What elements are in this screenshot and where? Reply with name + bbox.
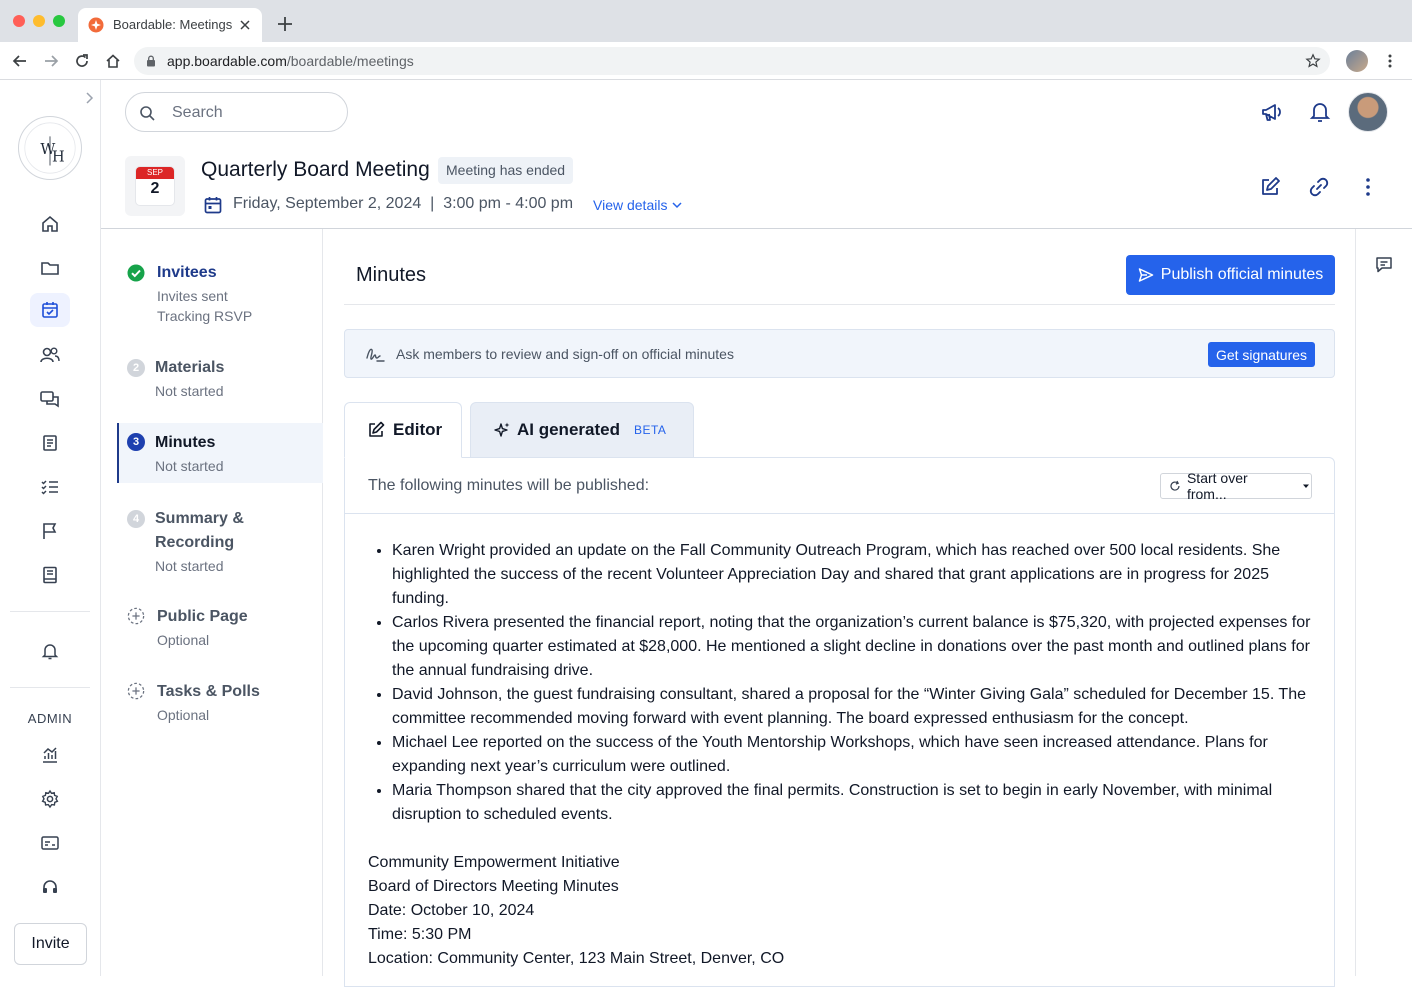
browser-tab-bar xyxy=(0,0,1412,42)
sidebar-meetings[interactable] xyxy=(30,293,70,327)
step-number-badge: 2 xyxy=(127,359,145,377)
svg-text:H: H xyxy=(51,149,65,166)
step-tasks-polls[interactable] xyxy=(117,680,323,730)
checklist-icon xyxy=(40,477,60,497)
bell-icon xyxy=(40,641,60,661)
flag-icon xyxy=(40,521,60,541)
start-over-label: Start over from... xyxy=(1186,470,1248,502)
calendar-month: SEP xyxy=(136,167,174,179)
signatures-banner xyxy=(344,329,1335,378)
search-box[interactable] xyxy=(125,92,348,132)
window-close-button[interactable] xyxy=(13,15,25,27)
document-icon xyxy=(40,433,60,453)
sidebar-home[interactable] xyxy=(38,212,62,236)
minutes-bullet: • David Johnson, the guest fundraising consultant, shared a proposal for the “Winter Giving Gala” scheduled for December 15. The committee recommended moving forward with event planning. The board expressed enthusiasm for the concept. xyxy=(392,683,1313,731)
sidebar-divider xyxy=(10,611,90,612)
support-icon xyxy=(40,877,60,897)
meeting-steps-panel xyxy=(101,229,323,976)
sidebar-divider xyxy=(10,687,90,688)
editor-header xyxy=(345,458,1334,514)
sidebar-library[interactable] xyxy=(38,563,62,587)
step-summary-recording[interactable] xyxy=(117,505,323,577)
bookmark-star-icon[interactable] xyxy=(1305,53,1321,69)
minutes-editor[interactable] xyxy=(344,457,1335,987)
right-rail xyxy=(1355,229,1412,976)
beta-badge: BETA xyxy=(633,423,667,437)
minutes-bullet: • Michael Lee reported on the success of the Youth Mentorship Workshops, which have seen increased attendance. Plans for expanding next year’s curriculum were outlined. xyxy=(392,731,1313,779)
invite-button[interactable]: Invite xyxy=(14,923,87,965)
meeting-date-time: Friday, September 2, 2024 | 3:00 pm - 4:00 pm xyxy=(233,195,574,212)
edit-pencil-icon xyxy=(367,421,385,439)
doc-line: Date: October 10, 2024 xyxy=(368,902,535,919)
minutes-bullet: • Carlos Rivera presented the financial report, noting that the organization’s current balance is $75,320, with projected expenses for the upcoming quarter estimated at $28,000. He mentioned a slight decline in donations over the past month and outlined plans for the annual fundraising drive. xyxy=(392,611,1313,683)
publish-minutes-button[interactable] xyxy=(1126,255,1335,295)
organization-logo[interactable] xyxy=(18,116,82,180)
close-tab-icon[interactable] xyxy=(238,18,252,32)
sidebar-analytics[interactable] xyxy=(38,743,62,767)
analytics-icon xyxy=(40,745,60,765)
users-icon xyxy=(39,345,61,365)
doc-line: Time: 5:30 PM xyxy=(368,926,472,943)
add-circle-dashed-icon xyxy=(127,607,145,625)
step-label: Summary & Recording xyxy=(155,510,244,551)
step-status: Optional xyxy=(157,707,210,723)
browser-tab-title: Boardable: Meetings xyxy=(113,17,233,32)
step-status: Invites sent xyxy=(157,288,228,304)
sidebar-settings[interactable] xyxy=(38,787,62,811)
link-icon[interactable] xyxy=(1308,176,1330,198)
address-url xyxy=(167,53,414,69)
view-details-link[interactable] xyxy=(593,197,683,213)
step-status: Optional xyxy=(157,632,210,648)
reload-icon[interactable] xyxy=(74,53,90,69)
view-details-label: View details xyxy=(593,197,668,213)
calendar-day: 2 xyxy=(150,180,160,197)
home-icon xyxy=(40,214,60,234)
step-status: Not started xyxy=(155,383,224,399)
signatures-prompt: Ask members to review and sign-off on official minutes xyxy=(396,346,734,362)
boardable-favicon-icon xyxy=(88,17,104,33)
lock-icon xyxy=(145,55,157,67)
tab-editor[interactable] xyxy=(344,402,462,458)
back-icon[interactable] xyxy=(12,53,28,69)
folder-icon xyxy=(40,258,60,278)
minutes-divider xyxy=(344,304,1335,305)
step-label: Public Page xyxy=(157,608,248,625)
step-label: Tasks & Polls xyxy=(157,683,260,700)
step-status: Not started xyxy=(155,558,224,574)
doc-line: Community Empowerment Initiative xyxy=(368,854,620,871)
settings-icon xyxy=(40,789,60,809)
editor-intro: The following minutes will be published: xyxy=(368,477,650,494)
sidebar-discussions[interactable] xyxy=(38,387,62,411)
get-signatures-button[interactable]: Get signatures xyxy=(1208,342,1315,367)
minutes-bullet-list xyxy=(368,539,1313,827)
edit-icon[interactable] xyxy=(1259,176,1281,198)
logo-emblem-icon xyxy=(19,117,81,179)
notifications-bell-icon[interactable] xyxy=(1308,100,1332,124)
megaphone-icon[interactable] xyxy=(1260,100,1284,124)
add-circle-dashed-icon xyxy=(127,682,145,700)
sidebar-notifications[interactable] xyxy=(38,639,62,663)
step-status: Not started xyxy=(155,458,224,474)
step-label: Invitees xyxy=(157,264,217,281)
book-icon xyxy=(40,565,60,585)
browser-toolbar xyxy=(0,42,1412,80)
search-icon xyxy=(139,105,155,121)
new-tab-icon[interactable] xyxy=(277,16,293,32)
sidebar-forms[interactable] xyxy=(38,431,62,455)
sidebar-billing[interactable] xyxy=(38,831,62,855)
user-avatar[interactable] xyxy=(1348,92,1388,132)
url-path: /boardable/meetings xyxy=(286,53,414,69)
minutes-bullet: • Karen Wright provided an update on the Fall Community Outreach Program, which has reached over 500 local residents. She highlighted the success of the recent Volunteer Appreciation Day and shared that grant applications are in progress for 2025 funding. xyxy=(392,539,1313,611)
doc-line: Board of Directors Meeting Minutes xyxy=(368,878,619,895)
app-sidebar xyxy=(0,80,101,976)
sidebar-documents[interactable] xyxy=(38,256,62,280)
sidebar-support[interactable] xyxy=(38,875,62,899)
browser-profile-avatar[interactable] xyxy=(1346,50,1368,72)
step-number-badge: 3 xyxy=(127,433,145,451)
step-status: Tracking RSVP xyxy=(157,308,253,324)
address-bar[interactable] xyxy=(134,47,1330,75)
send-icon xyxy=(1138,267,1154,283)
tab-ai-label: AI generated xyxy=(517,420,620,439)
sidebar-people[interactable] xyxy=(38,343,62,367)
check-circle-icon xyxy=(127,264,145,282)
browser-menu-icon[interactable] xyxy=(1382,53,1398,69)
forward-icon[interactable] xyxy=(43,53,59,69)
sidebar-tasks[interactable] xyxy=(38,475,62,499)
calendar-check-icon xyxy=(40,300,60,320)
status-badge: Meeting has ended xyxy=(438,157,573,184)
comments-icon[interactable] xyxy=(1374,255,1394,275)
meeting-date-card xyxy=(125,156,185,216)
step-materials[interactable] xyxy=(117,354,323,404)
step-label: Minutes xyxy=(155,434,216,451)
refresh-icon xyxy=(1169,480,1181,492)
calendar-page xyxy=(136,167,174,205)
svg-text:W: W xyxy=(40,141,56,158)
sparkle-icon xyxy=(493,421,511,439)
minutes-heading: Minutes xyxy=(356,264,427,286)
step-label: Materials xyxy=(155,359,225,376)
more-options-icon[interactable] xyxy=(1357,176,1379,198)
step-minutes[interactable] xyxy=(117,423,323,483)
billing-icon xyxy=(40,833,60,853)
window-minimize-button[interactable] xyxy=(33,15,45,27)
start-over-dropdown[interactable] xyxy=(1160,470,1312,502)
chevron-down-icon xyxy=(671,199,683,211)
calendar-icon xyxy=(203,195,223,215)
caret-down-icon xyxy=(1301,481,1311,491)
step-public-page[interactable] xyxy=(117,605,323,655)
tab-ai-generated[interactable] xyxy=(470,402,694,458)
meeting-title: Quarterly Board Meeting xyxy=(201,158,430,181)
admin-section-label: ADMIN xyxy=(27,711,73,726)
publish-minutes-label: Publish official minutes xyxy=(1160,266,1324,283)
doc-line: Location: Community Center, 123 Main Street, Denver, CO xyxy=(368,950,785,967)
search-input[interactable] xyxy=(172,102,332,124)
minutes-bullet: • Maria Thompson shared that the city approved the final permits. Construction is set to begin in early November, with minimal disruption to scheduled events. xyxy=(392,779,1313,827)
editor-content[interactable] xyxy=(368,539,1313,971)
tab-editor-label: Editor xyxy=(393,420,443,439)
chat-icon xyxy=(39,389,61,409)
step-number-badge: 4 xyxy=(127,510,145,528)
window-zoom-button[interactable] xyxy=(53,15,65,27)
url-host: app.boardable.com xyxy=(167,53,287,69)
chevron-right-icon[interactable] xyxy=(82,91,96,105)
sidebar-goals[interactable] xyxy=(38,519,62,543)
step-invitees[interactable] xyxy=(117,259,323,329)
browser-tab[interactable] xyxy=(78,8,262,42)
minutes-document-header xyxy=(368,851,1313,971)
home-browser-icon[interactable] xyxy=(105,53,121,69)
signature-icon xyxy=(365,344,385,364)
